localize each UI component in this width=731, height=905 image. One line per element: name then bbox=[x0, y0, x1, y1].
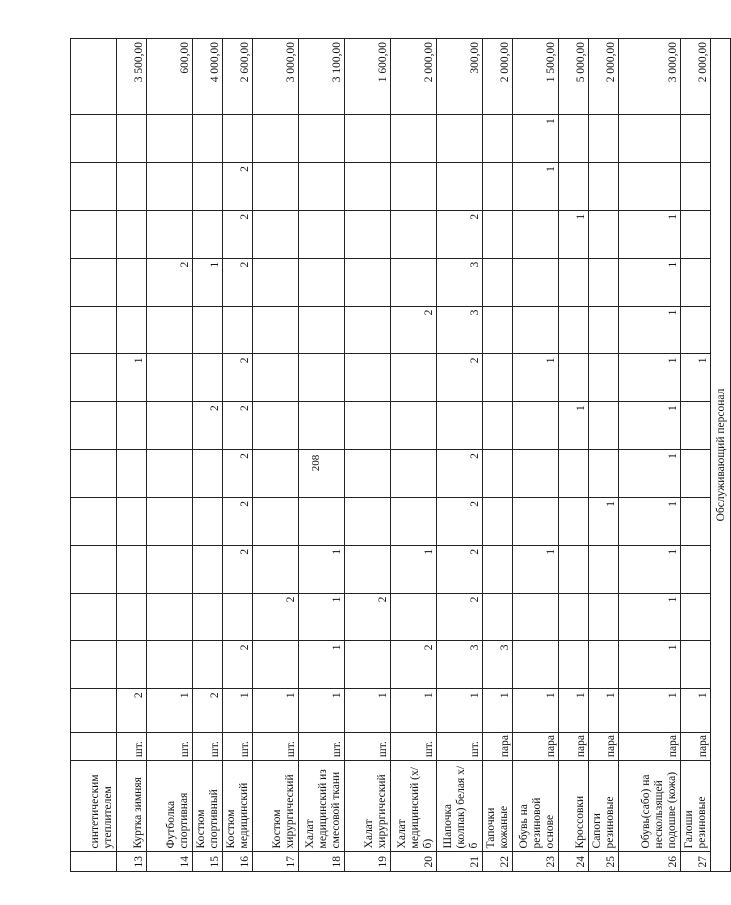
quantity-cell: 1 bbox=[299, 545, 345, 593]
row-number-cell: 26 bbox=[619, 852, 681, 872]
rotated-table-wrapper bbox=[70, 38, 727, 872]
quantity-cell: 2 bbox=[223, 402, 253, 450]
quantity-cell: 1 bbox=[437, 689, 483, 732]
quantity-cell bbox=[483, 258, 513, 306]
row-number-cell: 19 bbox=[345, 852, 391, 872]
quantity-cell bbox=[193, 497, 223, 545]
quantity-cell bbox=[437, 163, 483, 211]
quantity-cell: 2 bbox=[117, 689, 147, 732]
quantity-cell: 1 bbox=[619, 497, 681, 545]
quantity-cell bbox=[299, 258, 345, 306]
quantity-cell: 1 bbox=[391, 689, 437, 732]
quantity-cell bbox=[681, 545, 711, 593]
quantity-cell bbox=[117, 450, 147, 498]
quantity-cell bbox=[483, 210, 513, 258]
quantity-cell bbox=[589, 258, 619, 306]
quantity-cell: 2 bbox=[253, 593, 299, 641]
quantity-cell: 1 bbox=[619, 545, 681, 593]
quantity-cell bbox=[345, 402, 391, 450]
quantity-cell: 1 bbox=[223, 689, 253, 732]
quantity-cell bbox=[483, 545, 513, 593]
item-name-cell: Обувь(сабо) на нескользящей подошве (кожа) bbox=[619, 761, 681, 852]
quantity-cell bbox=[147, 306, 193, 354]
quantity-cell bbox=[483, 450, 513, 498]
quantity-cell bbox=[391, 163, 437, 211]
quantity-cell bbox=[147, 545, 193, 593]
quantity-cell bbox=[253, 354, 299, 402]
quantity-cell: 1 bbox=[619, 402, 681, 450]
row-number-cell: 21 bbox=[437, 852, 483, 872]
price-cell: 1 500,00 bbox=[513, 39, 559, 115]
quantity-cell bbox=[589, 210, 619, 258]
page-number: 208 bbox=[310, 454, 322, 472]
empty-cell bbox=[71, 258, 117, 306]
quantity-cell bbox=[345, 450, 391, 498]
empty-cell bbox=[71, 115, 117, 163]
quantity-cell: 1 bbox=[681, 354, 711, 402]
quantity-cell: 1 bbox=[299, 689, 345, 732]
price-cell: 3 100,00 bbox=[299, 39, 345, 115]
quantity-cell bbox=[681, 115, 711, 163]
quantity-cell bbox=[117, 163, 147, 211]
quantity-cell bbox=[391, 258, 437, 306]
clothing-allowance-table bbox=[70, 38, 731, 872]
price-cell: 1 600,00 bbox=[345, 39, 391, 115]
unit-cell: пара bbox=[559, 732, 589, 760]
quantity-cell bbox=[559, 545, 589, 593]
empty-cell bbox=[71, 306, 117, 354]
quantity-cell bbox=[253, 115, 299, 163]
quantity-cell: 2 bbox=[391, 641, 437, 689]
rotated-table-container bbox=[70, 38, 727, 872]
quantity-cell: 1 bbox=[193, 258, 223, 306]
quantity-cell bbox=[345, 354, 391, 402]
quantity-cell: 3 bbox=[437, 306, 483, 354]
quantity-cell: 2 bbox=[223, 497, 253, 545]
quantity-cell: 1 bbox=[513, 689, 559, 732]
quantity-cell bbox=[681, 402, 711, 450]
section-label-cell: Обслуживающий персонал bbox=[711, 39, 731, 872]
quantity-cell bbox=[619, 115, 681, 163]
quantity-cell bbox=[483, 354, 513, 402]
quantity-cell bbox=[483, 593, 513, 641]
quantity-cell: 1 bbox=[299, 593, 345, 641]
quantity-cell bbox=[483, 163, 513, 211]
row-number-cell bbox=[71, 852, 117, 872]
empty-cell bbox=[71, 39, 117, 115]
quantity-cell bbox=[345, 545, 391, 593]
quantity-cell: 1 bbox=[619, 210, 681, 258]
quantity-cell: 2 bbox=[193, 689, 223, 732]
quantity-cell bbox=[147, 354, 193, 402]
quantity-cell: 1 bbox=[619, 354, 681, 402]
quantity-cell bbox=[681, 306, 711, 354]
item-name-cell: Обувь на резиновой основе bbox=[513, 761, 559, 852]
price-cell: 2 000,00 bbox=[391, 39, 437, 115]
empty-cell bbox=[71, 732, 117, 760]
quantity-cell bbox=[619, 163, 681, 211]
quantity-cell bbox=[681, 641, 711, 689]
quantity-cell: 1 bbox=[253, 689, 299, 732]
quantity-cell bbox=[559, 354, 589, 402]
table-row bbox=[147, 39, 193, 872]
quantity-cell bbox=[681, 210, 711, 258]
row-number-cell: 24 bbox=[559, 852, 589, 872]
quantity-cell bbox=[299, 306, 345, 354]
quantity-cell bbox=[147, 210, 193, 258]
item-name-cell: Футболка спортивная bbox=[147, 761, 193, 852]
quantity-cell bbox=[193, 450, 223, 498]
quantity-cell: 1 bbox=[513, 115, 559, 163]
quantity-cell bbox=[483, 497, 513, 545]
unit-cell: пара bbox=[619, 732, 681, 760]
quantity-cell bbox=[147, 163, 193, 211]
quantity-cell bbox=[391, 354, 437, 402]
row-number-cell: 25 bbox=[589, 852, 619, 872]
quantity-cell: 2 bbox=[437, 593, 483, 641]
quantity-cell bbox=[559, 258, 589, 306]
item-name-cell: Костюм медицинский bbox=[223, 761, 253, 852]
quantity-cell bbox=[589, 115, 619, 163]
quantity-cell bbox=[253, 450, 299, 498]
row-number-cell: 23 bbox=[513, 852, 559, 872]
quantity-cell bbox=[147, 115, 193, 163]
quantity-cell: 2 bbox=[437, 354, 483, 402]
unit-cell: пара bbox=[589, 732, 619, 760]
table-row bbox=[559, 39, 589, 872]
price-cell: 3 500,00 bbox=[117, 39, 147, 115]
table-row-continued bbox=[71, 39, 117, 872]
quantity-cell: 1 bbox=[559, 402, 589, 450]
table-row bbox=[589, 39, 619, 872]
quantity-cell bbox=[391, 115, 437, 163]
quantity-cell bbox=[681, 450, 711, 498]
quantity-cell bbox=[681, 163, 711, 211]
quantity-cell bbox=[589, 545, 619, 593]
table-row bbox=[513, 39, 559, 872]
item-name-cell: Халат хирургический bbox=[345, 761, 391, 852]
quantity-cell bbox=[147, 402, 193, 450]
price-cell: 3 000,00 bbox=[253, 39, 299, 115]
quantity-cell: 2 bbox=[223, 641, 253, 689]
row-number-cell: 22 bbox=[483, 852, 513, 872]
quantity-cell bbox=[117, 497, 147, 545]
table-row bbox=[193, 39, 223, 872]
quantity-cell: 1 bbox=[299, 641, 345, 689]
quantity-cell bbox=[513, 210, 559, 258]
quantity-cell: 2 bbox=[437, 545, 483, 593]
table-row bbox=[391, 39, 437, 872]
quantity-cell: 2 bbox=[223, 210, 253, 258]
quantity-cell bbox=[559, 593, 589, 641]
quantity-cell bbox=[299, 115, 345, 163]
item-name-cell: Костюм хирургический bbox=[253, 761, 299, 852]
empty-cell bbox=[71, 545, 117, 593]
quantity-cell: 2 bbox=[223, 354, 253, 402]
quantity-cell: 1 bbox=[619, 689, 681, 732]
quantity-cell bbox=[391, 402, 437, 450]
quantity-cell: 1 bbox=[589, 497, 619, 545]
quantity-cell bbox=[253, 402, 299, 450]
quantity-cell bbox=[589, 306, 619, 354]
quantity-cell bbox=[345, 210, 391, 258]
quantity-cell: 2 bbox=[223, 450, 253, 498]
item-name-cell: Халат медицинский (х/б) bbox=[391, 761, 437, 852]
quantity-cell bbox=[345, 306, 391, 354]
quantity-cell: 2 bbox=[437, 450, 483, 498]
empty-cell bbox=[71, 163, 117, 211]
quantity-cell bbox=[193, 593, 223, 641]
quantity-cell bbox=[589, 354, 619, 402]
quantity-cell bbox=[253, 210, 299, 258]
quantity-cell: 2 bbox=[223, 545, 253, 593]
table-row bbox=[619, 39, 681, 872]
quantity-cell: 2 bbox=[223, 258, 253, 306]
quantity-cell: 3 bbox=[483, 641, 513, 689]
quantity-cell bbox=[147, 497, 193, 545]
quantity-cell: 1 bbox=[483, 689, 513, 732]
quantity-cell: 1 bbox=[619, 593, 681, 641]
quantity-cell: 1 bbox=[117, 354, 147, 402]
unit-cell: шт. bbox=[391, 732, 437, 760]
quantity-cell bbox=[117, 545, 147, 593]
unit-cell: шт. bbox=[253, 732, 299, 760]
quantity-cell: 2 bbox=[147, 258, 193, 306]
quantity-cell: 2 bbox=[345, 593, 391, 641]
quantity-cell bbox=[299, 210, 345, 258]
empty-cell bbox=[71, 497, 117, 545]
row-number-cell: 16 bbox=[223, 852, 253, 872]
quantity-cell bbox=[391, 210, 437, 258]
unit-cell: шт. bbox=[437, 732, 483, 760]
quantity-cell: 2 bbox=[437, 497, 483, 545]
unit-cell: пара bbox=[513, 732, 559, 760]
quantity-cell bbox=[559, 115, 589, 163]
row-number-cell: 14 bbox=[147, 852, 193, 872]
empty-cell bbox=[71, 354, 117, 402]
quantity-cell bbox=[117, 115, 147, 163]
quantity-cell bbox=[345, 115, 391, 163]
quantity-cell bbox=[223, 115, 253, 163]
quantity-cell bbox=[513, 450, 559, 498]
quantity-cell bbox=[345, 641, 391, 689]
quantity-cell: 1 bbox=[345, 689, 391, 732]
table-row bbox=[223, 39, 253, 872]
item-name-cell: Костюм спортивный bbox=[193, 761, 223, 852]
unit-cell: пара bbox=[483, 732, 513, 760]
quantity-cell bbox=[117, 306, 147, 354]
item-name-cell: синтетическим утеплителем bbox=[71, 761, 117, 852]
quantity-cell bbox=[345, 163, 391, 211]
table-row bbox=[299, 39, 345, 872]
quantity-cell bbox=[589, 593, 619, 641]
quantity-cell bbox=[193, 354, 223, 402]
row-number-cell: 17 bbox=[253, 852, 299, 872]
quantity-cell: 1 bbox=[619, 258, 681, 306]
price-cell: 2 000,00 bbox=[483, 39, 513, 115]
quantity-cell bbox=[513, 593, 559, 641]
quantity-cell: 1 bbox=[681, 689, 711, 732]
quantity-cell bbox=[253, 306, 299, 354]
quantity-cell bbox=[253, 641, 299, 689]
quantity-cell: 1 bbox=[619, 306, 681, 354]
row-number-cell: 18 bbox=[299, 852, 345, 872]
quantity-cell: 2 bbox=[437, 210, 483, 258]
price-cell: 2 000,00 bbox=[589, 39, 619, 115]
quantity-cell bbox=[299, 163, 345, 211]
quantity-cell: 3 bbox=[437, 641, 483, 689]
quantity-cell bbox=[345, 497, 391, 545]
item-name-cell: Кроссовки bbox=[559, 761, 589, 852]
empty-cell bbox=[71, 689, 117, 732]
quantity-cell bbox=[681, 497, 711, 545]
table-row bbox=[117, 39, 147, 872]
quantity-cell bbox=[147, 593, 193, 641]
quantity-cell: 1 bbox=[147, 689, 193, 732]
item-name-cell: Тапочки кожаные bbox=[483, 761, 513, 852]
quantity-cell bbox=[117, 258, 147, 306]
quantity-cell bbox=[589, 163, 619, 211]
item-name-cell: Куртка зимняя bbox=[117, 761, 147, 852]
quantity-cell bbox=[193, 210, 223, 258]
quantity-cell bbox=[483, 402, 513, 450]
quantity-cell bbox=[681, 593, 711, 641]
item-name-cell: Галоши резиновые bbox=[681, 761, 711, 852]
row-number-cell: 13 bbox=[117, 852, 147, 872]
item-name-cell: Сапоги резиновые bbox=[589, 761, 619, 852]
quantity-cell bbox=[391, 593, 437, 641]
quantity-cell bbox=[681, 258, 711, 306]
table-row bbox=[345, 39, 391, 872]
quantity-cell bbox=[147, 641, 193, 689]
quantity-cell bbox=[559, 497, 589, 545]
table-row bbox=[681, 39, 711, 872]
quantity-cell: 1 bbox=[559, 210, 589, 258]
item-name-cell: Халат медицинский из смесовой ткани bbox=[299, 761, 345, 852]
quantity-cell: 2 bbox=[223, 163, 253, 211]
quantity-cell bbox=[391, 497, 437, 545]
quantity-cell bbox=[437, 402, 483, 450]
empty-cell bbox=[71, 210, 117, 258]
row-number-cell: 15 bbox=[193, 852, 223, 872]
quantity-cell bbox=[513, 258, 559, 306]
empty-cell bbox=[71, 593, 117, 641]
price-cell: 3 000,00 bbox=[619, 39, 681, 115]
quantity-cell bbox=[193, 545, 223, 593]
unit-cell: шт. bbox=[223, 732, 253, 760]
quantity-cell: 2 bbox=[391, 306, 437, 354]
quantity-cell bbox=[513, 497, 559, 545]
quantity-cell bbox=[253, 258, 299, 306]
unit-cell: пара bbox=[681, 732, 711, 760]
quantity-cell bbox=[223, 306, 253, 354]
quantity-cell bbox=[223, 593, 253, 641]
quantity-cell bbox=[193, 115, 223, 163]
quantity-cell bbox=[483, 306, 513, 354]
price-cell: 5 000,00 bbox=[559, 39, 589, 115]
unit-cell: шт. bbox=[299, 732, 345, 760]
quantity-cell: 2 bbox=[193, 402, 223, 450]
item-name-cell: Шапочка (колпак) белая х/б bbox=[437, 761, 483, 852]
quantity-cell bbox=[253, 545, 299, 593]
quantity-cell bbox=[117, 641, 147, 689]
quantity-cell bbox=[299, 354, 345, 402]
price-cell: 2 600,00 bbox=[223, 39, 253, 115]
quantity-cell: 1 bbox=[619, 641, 681, 689]
unit-cell: шт. bbox=[345, 732, 391, 760]
quantity-cell: 1 bbox=[391, 545, 437, 593]
quantity-cell: 1 bbox=[513, 545, 559, 593]
price-cell: 4 000,00 bbox=[193, 39, 223, 115]
unit-cell: шт. bbox=[117, 732, 147, 760]
quantity-cell bbox=[193, 306, 223, 354]
quantity-cell bbox=[513, 641, 559, 689]
table-body bbox=[71, 39, 731, 872]
unit-cell: шт. bbox=[193, 732, 223, 760]
unit-cell: шт. bbox=[147, 732, 193, 760]
price-cell: 2 000,00 bbox=[681, 39, 711, 115]
quantity-cell bbox=[299, 450, 345, 498]
quantity-cell bbox=[589, 402, 619, 450]
quantity-cell bbox=[559, 641, 589, 689]
empty-cell bbox=[71, 641, 117, 689]
quantity-cell bbox=[117, 210, 147, 258]
quantity-cell bbox=[299, 402, 345, 450]
quantity-cell: 3 bbox=[437, 258, 483, 306]
quantity-cell bbox=[589, 450, 619, 498]
quantity-cell bbox=[345, 258, 391, 306]
section-header-row bbox=[711, 39, 731, 872]
quantity-cell: 1 bbox=[619, 450, 681, 498]
quantity-cell bbox=[589, 641, 619, 689]
quantity-cell bbox=[437, 115, 483, 163]
quantity-cell bbox=[483, 115, 513, 163]
price-cell: 600,00 bbox=[147, 39, 193, 115]
empty-cell bbox=[71, 450, 117, 498]
quantity-cell bbox=[193, 641, 223, 689]
quantity-cell bbox=[559, 163, 589, 211]
quantity-cell: 1 bbox=[513, 163, 559, 211]
row-number-cell: 27 bbox=[681, 852, 711, 872]
quantity-cell bbox=[391, 450, 437, 498]
quantity-cell: 1 bbox=[513, 354, 559, 402]
row-number-cell: 20 bbox=[391, 852, 437, 872]
quantity-cell bbox=[513, 402, 559, 450]
quantity-cell: 1 bbox=[559, 689, 589, 732]
quantity-cell bbox=[147, 450, 193, 498]
table-row bbox=[437, 39, 483, 872]
quantity-cell bbox=[513, 306, 559, 354]
empty-cell bbox=[71, 402, 117, 450]
quantity-cell bbox=[559, 450, 589, 498]
quantity-cell bbox=[299, 497, 345, 545]
quantity-cell: 1 bbox=[589, 689, 619, 732]
price-cell: 300,00 bbox=[437, 39, 483, 115]
table-row bbox=[253, 39, 299, 872]
quantity-cell bbox=[253, 163, 299, 211]
table-row bbox=[483, 39, 513, 872]
quantity-cell bbox=[253, 497, 299, 545]
quantity-cell bbox=[559, 306, 589, 354]
quantity-cell bbox=[117, 593, 147, 641]
quantity-cell bbox=[193, 163, 223, 211]
quantity-cell bbox=[117, 402, 147, 450]
